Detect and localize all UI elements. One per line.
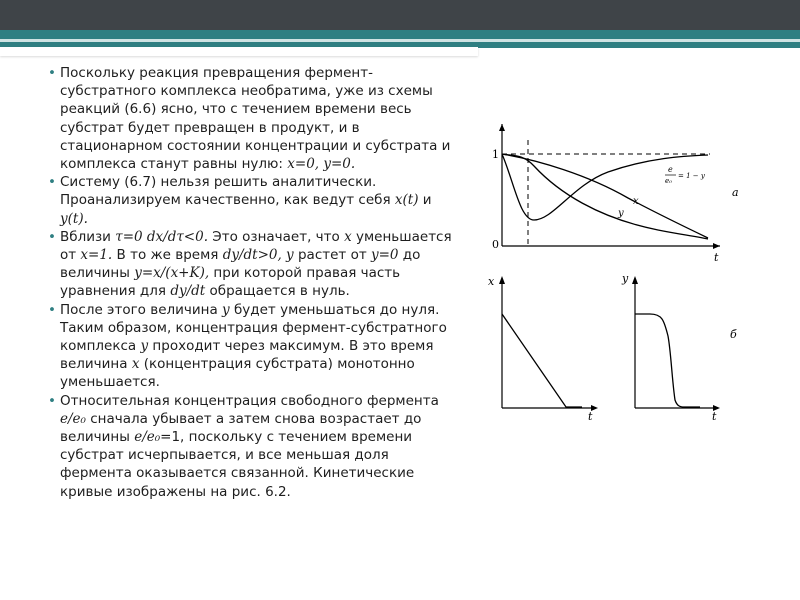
paragraph-text: уменьшается от <box>60 228 452 264</box>
equation: dy/dt <box>170 283 206 300</box>
equation: e/e₀ <box>134 429 161 446</box>
paragraph-text: Поскольку реакция превращения фермент-субстратного комплекса необратима, уже из схемы реакций (6.6) ясно, что с течением времени весь субстрат будет превращен в продукт, и в стационарном состоянии концентрации и субстрата и комплекса станут равны нулю: <box>60 65 451 173</box>
equation: y(t). <box>60 210 88 227</box>
paragraph-text: растет от <box>293 247 371 264</box>
paragraph-text: (концентрация субстрата) монотонно уменьшается. <box>60 356 415 391</box>
curve-y <box>502 154 708 239</box>
panel-b-left-y-label: x <box>488 275 495 288</box>
slide-top-bar <box>0 0 800 30</box>
equation: e/e₀ <box>60 410 86 427</box>
equation: y <box>222 301 230 318</box>
equation: x <box>344 228 352 245</box>
panel-b-right-curve <box>635 314 700 407</box>
paragraph-text: и <box>418 192 432 209</box>
slide-accent-stripe <box>0 39 800 42</box>
curve-x <box>502 154 708 238</box>
panel-b-right-x-label: t <box>712 410 717 423</box>
panel-b-left-curve <box>502 314 582 407</box>
paragraph-text: при которой правая часть уравнения для <box>60 265 401 300</box>
panel-b-right-y-arrow <box>632 276 638 284</box>
paragraph-text: Систему (6.7) нельзя решить аналитически. Проанализируем качественно, как ведут себя <box>60 174 395 209</box>
figure-svg <box>478 120 748 440</box>
paragraph-text: будет уменьшаться до нуля. Таким образом, концентрация фермент-субстратного комплекса <box>60 301 447 355</box>
equation: y=x/(x+K), <box>134 265 210 282</box>
panel-b-left-y-arrow <box>499 276 505 284</box>
panel-a-y-arrow <box>499 124 505 131</box>
panel-a-label: а <box>732 186 739 199</box>
paragraph-text: до величины <box>60 247 421 282</box>
bullet-stationary-state <box>48 64 454 173</box>
panel-a-origin: 0 <box>492 238 499 251</box>
paragraph-text: сначала убывает а затем снова возрастает до величины <box>60 410 422 446</box>
paragraph-text: Это означает, что <box>208 228 345 245</box>
bullet-list <box>48 64 454 501</box>
equation: x=0, y=0. <box>287 156 356 173</box>
bullet-maximum <box>48 301 454 392</box>
panel-a <box>492 124 739 264</box>
paragraph-text: В то же время <box>112 247 223 264</box>
equation: y=0 <box>370 247 399 264</box>
slide-body-text <box>48 64 454 501</box>
paragraph-text: обращается в нуль. <box>205 283 350 300</box>
panel-a-y-tick: 1 <box>492 148 499 161</box>
bullet-near-zero <box>48 228 454 301</box>
curve-x-label: x <box>633 196 639 207</box>
paragraph-text: Относительная концентрация свободного фермента <box>60 392 439 409</box>
kinetic-curves-figure <box>478 120 748 440</box>
panel-b-left <box>488 275 598 423</box>
equation: y <box>140 338 149 355</box>
equation: x(t) <box>394 192 419 209</box>
equation: τ=0 dx/dτ<0. <box>115 228 209 245</box>
equation: x <box>131 356 140 373</box>
paragraph-text: Вблизи <box>60 228 116 245</box>
equation-numerator: e <box>668 165 673 174</box>
panel-a-x-arrow <box>713 243 720 249</box>
panel-b-right <box>621 272 737 423</box>
paragraph-text: проходит через максимум. В это время величина <box>60 338 434 373</box>
paragraph-text: =1, поскольку с течением времени субстрат исчерпывается, и все меньшая доля фермента оказывается связанной. Кинетические кривые изображены на рис. 6.2. <box>60 429 415 500</box>
curve-y-label: y <box>618 208 624 219</box>
equation: x=1. <box>80 247 113 264</box>
panel-b-left-x-label: t <box>588 410 593 423</box>
curve-free-enzyme <box>502 154 708 220</box>
equation-rhs: = 1 − y <box>678 172 705 180</box>
bullet-qualitative-analysis <box>48 173 454 228</box>
equation: dy/dt>0, y <box>222 247 294 264</box>
paragraph-text: После этого величина <box>60 301 223 318</box>
slide-title-tab <box>0 47 478 56</box>
equation-denominator: e₀ <box>665 177 672 185</box>
panel-b-right-y-label: y <box>622 272 629 285</box>
bullet-free-enzyme <box>48 392 454 501</box>
panel-a-x-label: t <box>714 251 719 264</box>
panel-b-label: б <box>730 328 737 341</box>
